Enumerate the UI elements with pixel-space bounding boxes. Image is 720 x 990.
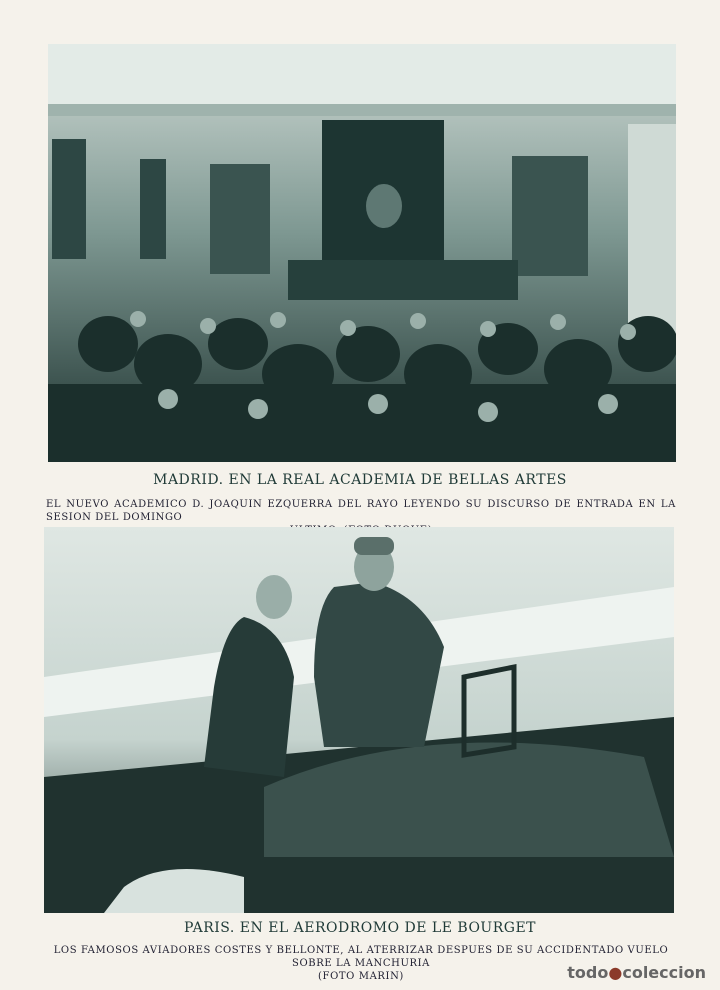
watermark-dot-icon: ● xyxy=(608,963,623,982)
top-caption-line-1: EL NUEVO ACADEMICO D. JOAQUIN EZQUERRA DEL RAYO LEYENDO SU DISCURSO DE ENTRADA EN LA SESION DEL DOMINGO xyxy=(46,499,676,523)
bottom-photo-title: PARIS. EN EL AERODROMO DE LE BOURGET xyxy=(183,920,537,936)
top-photo-title: MADRID. EN LA REAL ACADEMIA DE BELLAS ARTES xyxy=(153,472,567,488)
bottom-caption-line-1: LOS FAMOSOS AVIADORES COSTES Y BELLONTE, AL ATERRIZAR DESPUES DE SU ACCIDENTADO VUELO SOBRE LA MANCHURIA xyxy=(53,945,669,969)
watermark-prefix: todo xyxy=(567,963,609,982)
aviators-photo xyxy=(44,527,674,913)
watermark-suffix: coleccion xyxy=(622,963,706,982)
academy-session-photo xyxy=(48,44,676,462)
bottom-caption-line-2: (FOTO MARIN) xyxy=(318,971,404,982)
academy-hall-illustration xyxy=(48,44,676,462)
aviators-illustration xyxy=(44,527,674,913)
site-watermark xyxy=(567,963,706,982)
